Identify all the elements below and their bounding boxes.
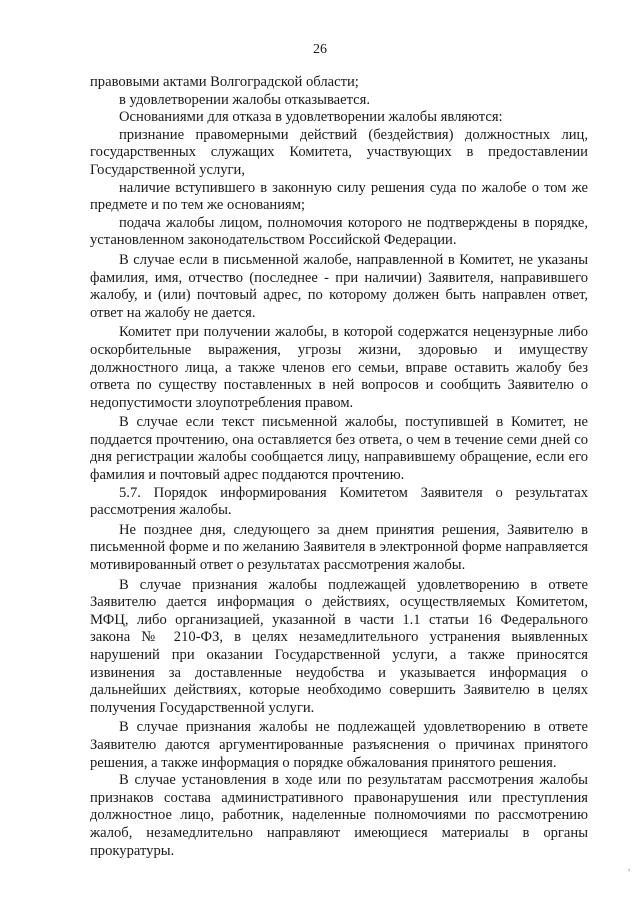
paragraph-13: В случае признания жалобы не подлежащей удовлетворению в ответе Заявителю даются аргументированные разъяснения о причинах принятого решения, а также информация о порядке обжалования принятого решения. <box>90 719 588 771</box>
paragraph-2: в удовлетворении жалобы отказывается. <box>119 91 371 108</box>
paragraph-5: наличие вступившего в законную силу решения суда по жалобе о том же предмете и по тем же основаниям; <box>90 179 588 214</box>
paragraph-8: Комитет при получении жалобы, в которой содержатся нецензурные либо оскорбительные выражения, угрозы жизни, здоровью и имуществу должностного лица, а также членов его семьи, вправе оставить жалобу без ответа по существу поставленных в ней вопросов и сообщить Заявителю о недопустимости злоупотребления правом. <box>90 324 588 411</box>
paragraph-7: В случае если в письменной жалобе, направленной в Комитет, не указаны фамилия, имя, отчество (последнее - при наличии) Заявителя, направившего жалобу, и (или) почтовый адрес, по которому должен быть направлен ответ, ответ на жалобу не дается. <box>90 251 588 321</box>
document-body <box>90 74 588 860</box>
margin-mark: , <box>628 862 631 872</box>
paragraph-9: В случае если текст письменной жалобы, поступившей в Комитет, не поддается прочтению, она оставляется без ответа, о чем в течение семи дней со дня регистрации жалобы сообщается лицу, направившему обращение, если его фамилия и почтовый адрес поддаются прочтению. <box>90 414 588 484</box>
paragraph-12: В случае признания жалобы подлежащей удовлетворению в ответе Заявителю дается информация о действиях, осуществляемых Комитетом, МФЦ, либо организацией, указанной в части 1.1 статьи 16 Федерального закона № 210-ФЗ, в целях незамедлительного устранения выявленных нарушений при оказании Государственной услуги, а также приносятся извинения за доставленные неудобства и указывается информация о дальнейших действиях, которые необходимо совершить Заявителю в целях получения Государственной услуги. <box>90 576 588 716</box>
paragraph-3: Основаниями для отказа в удовлетворении жалобы являются: <box>119 109 503 126</box>
paragraph-1: правовыми актами Волгоградской области; <box>90 74 359 90</box>
page-number: 26 <box>313 42 327 57</box>
paragraph-6: подача жалобы лицом, полномочия которого не подтверждены в порядке, установленном законодательством Российской Федерации. <box>90 214 588 249</box>
paragraph-11: Не позднее дня, следующего за днем принятия решения, Заявителю в письменной форме и по желанию Заявителя в электронной форме направляется мотивированный ответ о результатах рассмотрения жалобы. <box>90 521 588 574</box>
paragraph-14: В случае установления в ходе или по результатам рассмотрения жалобы признаков состава административного правонарушения или преступления должностное лицо, работник, наделенные полномочиями по рассмотрению жалоб, незамедлительно направляют имеющиеся материалы в органы прокуратуры. <box>90 772 588 859</box>
paragraph-10: 5.7. Порядок информирования Комитетом Заявителя о результатах рассмотрения жалобы. <box>90 484 588 519</box>
paragraph-4: признание правомерными действий (бездействия) должностных лиц, государственных служащих Комитета, участвующих в предоставлении Государственной услуги, <box>90 126 588 178</box>
